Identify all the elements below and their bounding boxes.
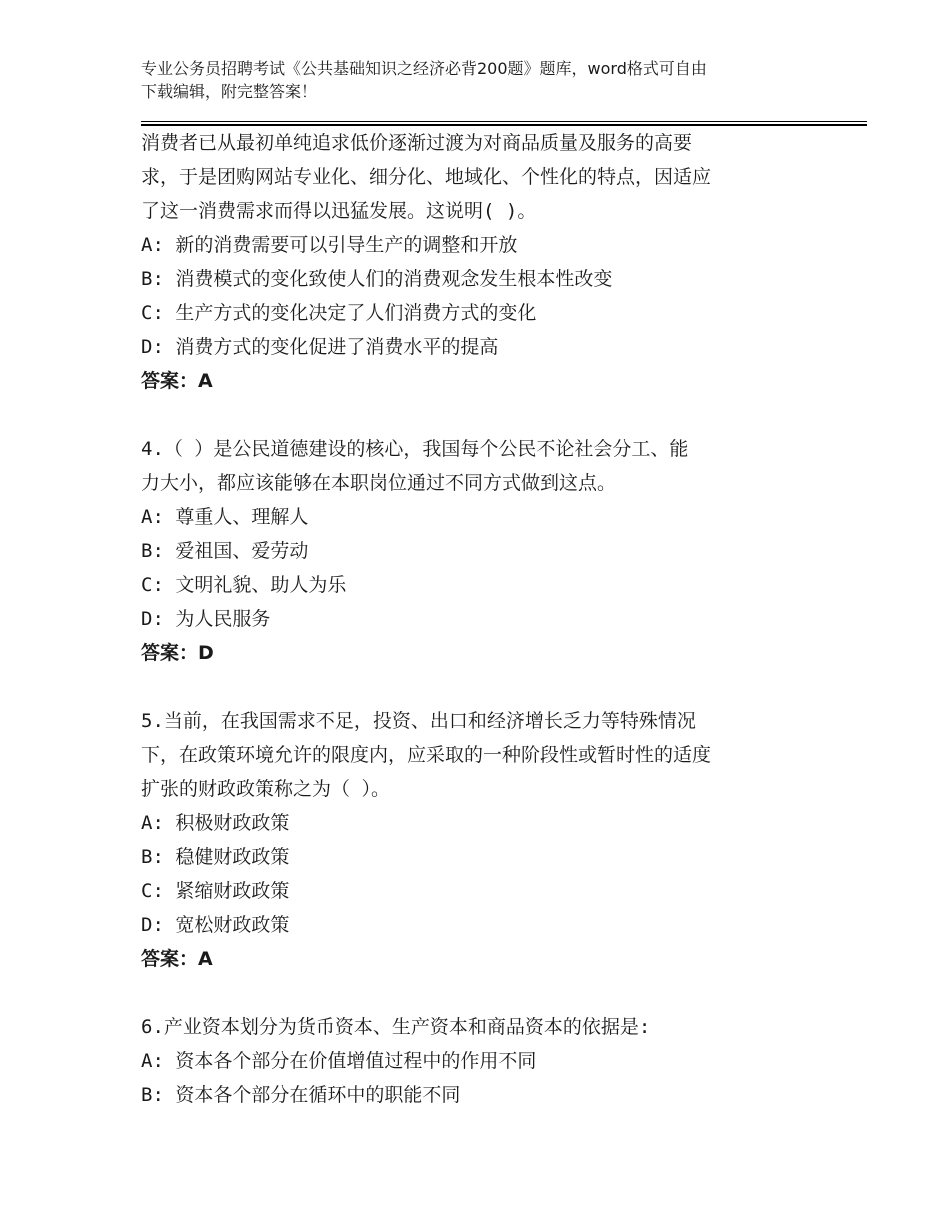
question-stem-line: 消费者已从最初单纯追求低价逐渐过渡为对商品质量及服务的高要 — [141, 132, 693, 154]
option-a: A: 积极财政政策 — [141, 812, 290, 834]
option-c: C: 生产方式的变化决定了人们消费方式的变化 — [141, 302, 537, 324]
option-b: B: 消费模式的变化致使人们的消费观念发生根本性改变 — [141, 268, 613, 290]
question-stem-line: 下，在政策环境允许的限度内，应采取的一种阶段性或暂时性的适度 — [141, 744, 712, 766]
answer-label: 答案：A — [141, 370, 213, 392]
question-6 — [141, 1010, 811, 1112]
question-stem-line: 4.（ ）是公民道德建设的核心，我国每个公民不论社会分工、能 — [141, 438, 689, 460]
question-content — [141, 126, 811, 1112]
option-d: D: 消费方式的变化促进了消费水平的提高 — [141, 336, 499, 358]
question-stem-line: 了这一消费需求而得以迅猛发展。这说明( )。 — [141, 200, 537, 222]
option-c: C: 文明礼貌、助人为乐 — [141, 574, 347, 596]
header-divider-thin — [141, 121, 867, 122]
header-line-2: 下载编辑，附完整答案！ — [141, 82, 318, 101]
question-stem-line: 扩张的财政政策称之为（ ）。 — [141, 778, 390, 800]
question-5 — [141, 704, 811, 976]
answer-label: 答案：D — [141, 642, 214, 664]
spacer — [141, 976, 811, 1010]
option-a: A: 资本各个部分在价值增值过程中的作用不同 — [141, 1050, 537, 1072]
document-header — [141, 57, 811, 103]
question-stem-line: 力大小，都应该能够在本职岗位通过不同方式做到这点。 — [141, 472, 617, 494]
option-c: C: 紧缩财政政策 — [141, 880, 290, 902]
option-b: B: 爱祖国、爱劳动 — [141, 540, 309, 562]
option-a: A: 新的消费需要可以引导生产的调整和开放 — [141, 234, 518, 256]
question-3 — [141, 126, 811, 398]
option-d: D: 宽松财政政策 — [141, 914, 290, 936]
option-b: B: 资本各个部分在循环中的职能不同 — [141, 1084, 461, 1106]
answer-label: 答案：A — [141, 948, 213, 970]
question-stem-line: 6.产业资本划分为货币资本、生产资本和商品资本的依据是: — [141, 1016, 651, 1038]
option-b: B: 稳健财政政策 — [141, 846, 290, 868]
spacer — [141, 398, 811, 432]
question-4 — [141, 432, 811, 670]
header-line-1: 专业公务员招聘考试《公共基础知识之经济必背200题》题库，word格式可自由 — [141, 59, 707, 78]
question-stem-line: 5.当前，在我国需求不足，投资、出口和经济增长乏力等特殊情况 — [141, 710, 696, 732]
option-d: D: 为人民服务 — [141, 608, 271, 630]
question-stem-line: 求，于是团购网站专业化、细分化、地域化、个性化的特点，因适应 — [141, 166, 712, 188]
spacer — [141, 670, 811, 704]
option-a: A: 尊重人、理解人 — [141, 506, 309, 528]
